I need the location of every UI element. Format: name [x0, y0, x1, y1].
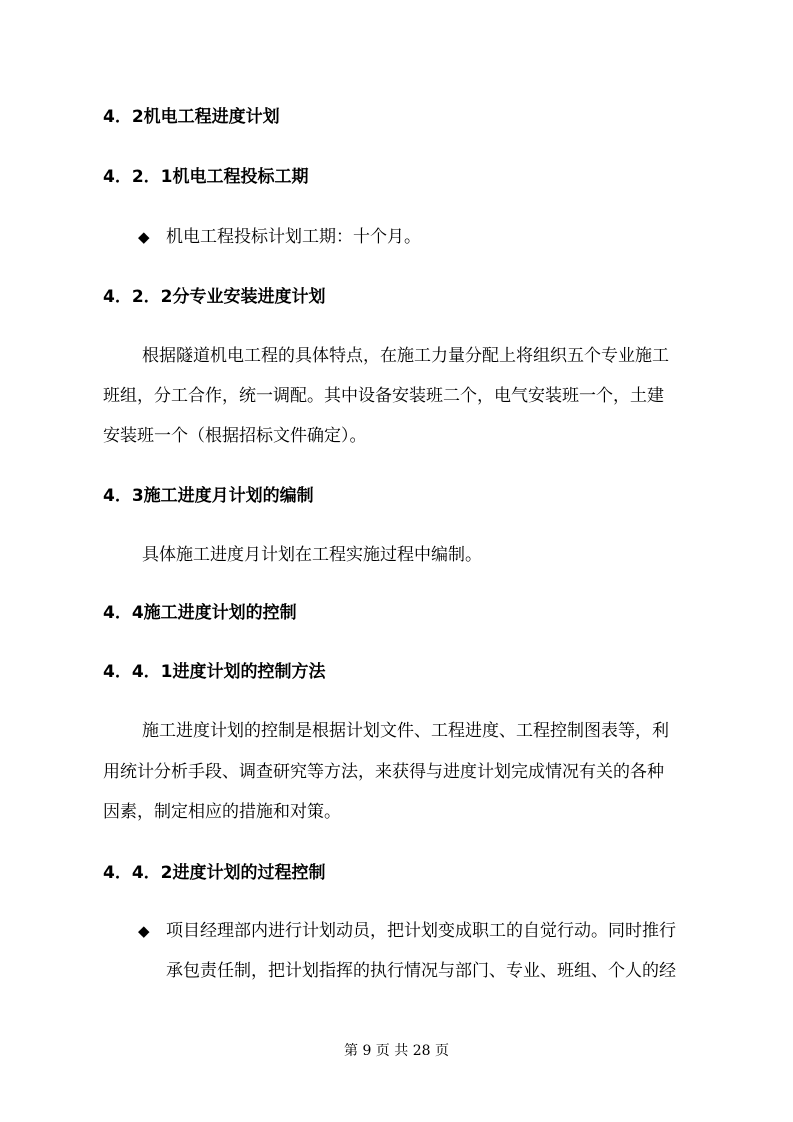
paragraph-line: 用统计分析手段、调查研究等方法，来获得与进度计划完成情况有关的各种	[103, 762, 664, 782]
paragraph-line: 根据隧道机电工程的具体特点，在施工力量分配上将组织五个专业施工	[142, 346, 669, 366]
heading-4-2: 4．2机电工程进度计划	[103, 107, 280, 127]
paragraph-line: 具体施工进度月计划在工程实施过程中编制。	[142, 545, 482, 565]
paragraph-line: 班组，分工合作，统一调配。其中设备安装班二个，电气安装班一个，土建	[103, 386, 664, 406]
paragraph-line: 因素，制定相应的措施和对策。	[103, 802, 341, 822]
heading-4-3: 4．3施工进度月计划的编制	[103, 486, 314, 506]
heading-4-2-2: 4．2．2分专业安装进度计划	[103, 287, 326, 307]
heading-4-4: 4．4施工进度计划的控制	[103, 603, 297, 623]
heading-4-4-2: 4．4．2进度计划的过程控制	[103, 863, 326, 883]
bullet-item-line: 项目经理部内进行计划动员，把计划变成职工的自觉行动。同时推行	[166, 921, 676, 941]
paragraph-line: 施工进度计划的控制是根据计划文件、工程进度、工程控制图表等，利	[142, 721, 669, 741]
bullet-item-line: 承包责任制，把计划指挥的执行情况与部门、专业、班组、个人的经	[166, 961, 676, 981]
bullet-item-duration: 机电工程投标计划工期：十个月。	[166, 227, 421, 247]
page-footer: 第 9 页 共 28 页	[344, 1043, 449, 1059]
paragraph-line: 安装班一个（根据招标文件确定）。	[103, 426, 367, 446]
bullet-icon: ◆	[138, 228, 150, 246]
heading-4-4-1: 4．4．1进度计划的控制方法	[103, 662, 326, 682]
bullet-icon: ◆	[138, 922, 150, 940]
heading-4-2-1: 4．2．1机电工程投标工期	[103, 167, 309, 187]
